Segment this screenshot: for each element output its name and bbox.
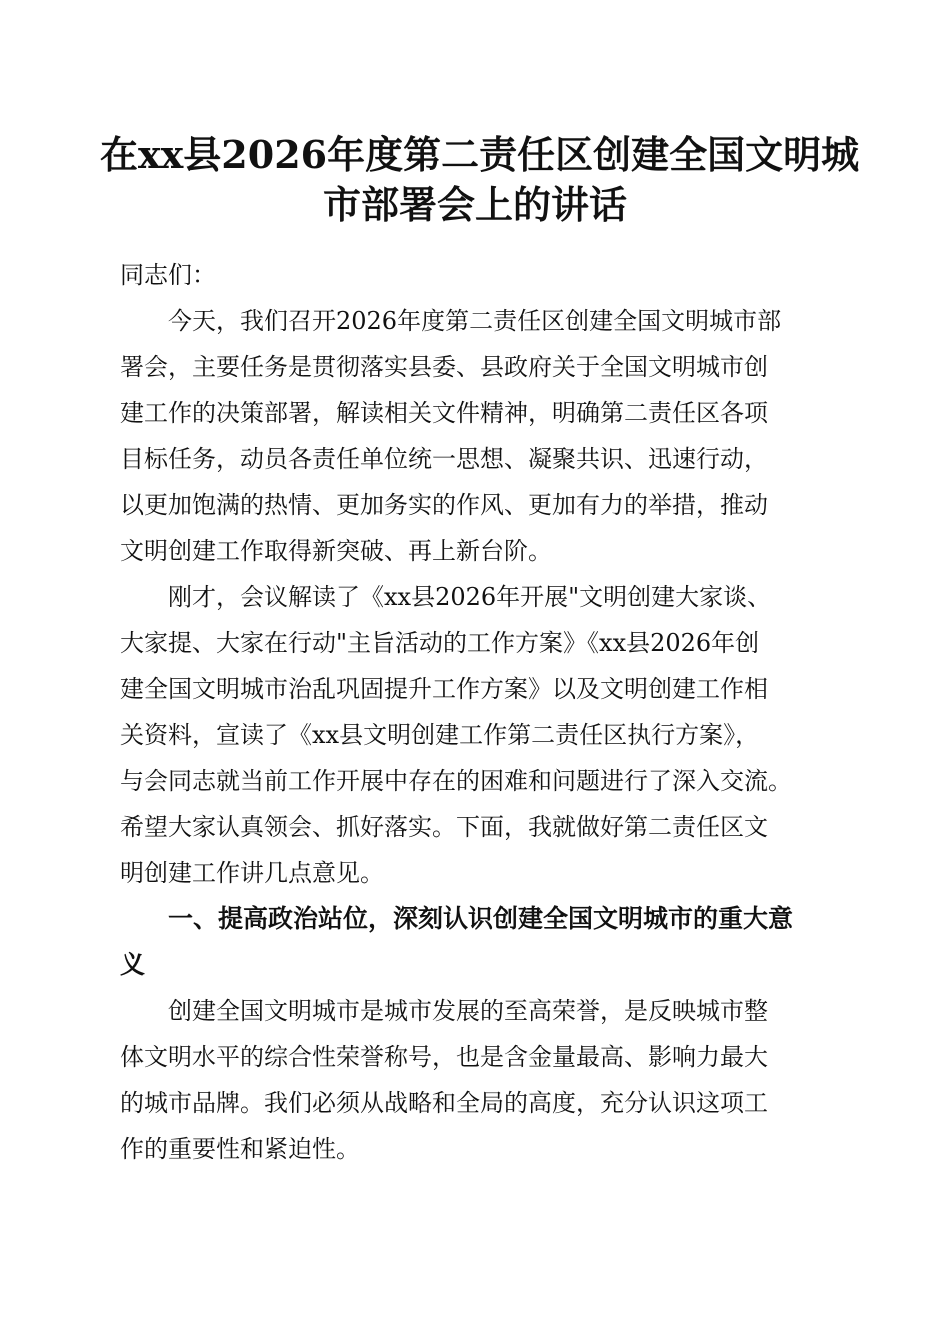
paragraph-line: 建工作的决策部署，解读相关文件精神，明确第二责任区各项 (120, 399, 768, 427)
paragraph-line: 关资料，宣读了《xx县文明创建工作第二责任区执行方案》， (120, 721, 760, 749)
paragraph-line: 大家提、大家在行动"主旨活动的工作方案》《xx县2026年创 (120, 629, 760, 657)
paragraph-line: 的城市品牌。我们必须从战略和全局的高度，充分认识这项工 (120, 1089, 768, 1117)
paragraph-line: 署会，主要任务是贯彻落实县委、县政府关于全国文明城市创 (120, 353, 768, 381)
paragraph-line: 建全国文明城市治乱巩固提升工作方案》以及文明创建工作相 (120, 675, 768, 703)
paragraph-line: 刚才，会议解读了《xx县2026年开展"文明创建大家谈、 (168, 583, 772, 611)
paragraph-line: 作的重要性和紧迫性。 (120, 1135, 360, 1163)
paragraph-1 (120, 298, 840, 574)
section-heading-1 (120, 896, 840, 988)
heading-line: 义 (120, 950, 146, 979)
paragraph-3 (120, 988, 840, 1172)
paragraph-line: 目标任务，动员各责任单位统一思想、凝聚共识、迅速行动， (120, 445, 768, 473)
title-line: 在xx县2026年度第二责任区创建全国文明城 (100, 132, 860, 177)
title-line: 市部署会上的讲话 (322, 182, 627, 227)
paragraph-line: 创建全国文明城市是城市发展的至高荣誉，是反映城市整 (168, 997, 768, 1025)
document-body (120, 252, 840, 1172)
paragraph-line: 今天，我们召开2026年度第二责任区创建全国文明城市部 (168, 307, 782, 335)
paragraph-line: 以更加饱满的热情、更加务实的作风、更加有力的举措，推动 (120, 491, 768, 519)
paragraph-line: 与会同志就当前工作开展中存在的困难和问题进行了深入交流。 (120, 767, 792, 795)
paragraph-line: 体文明水平的综合性荣誉称号，也是含金量最高、影响力最大 (120, 1043, 768, 1071)
salutation: 同志们： (120, 261, 216, 289)
paragraph-line: 文明创建工作取得新突破、再上新台阶。 (120, 537, 552, 565)
paragraph-2 (120, 574, 840, 896)
paragraph-line: 希望大家认真领会、抓好落实。下面，我就做好第二责任区文 (120, 813, 768, 841)
heading-line: 一、提高政治站位，深刻认识创建全国文明城市的重大意 (168, 904, 794, 933)
document-title (100, 130, 860, 230)
paragraph-line: 明创建工作讲几点意见。 (120, 859, 384, 887)
